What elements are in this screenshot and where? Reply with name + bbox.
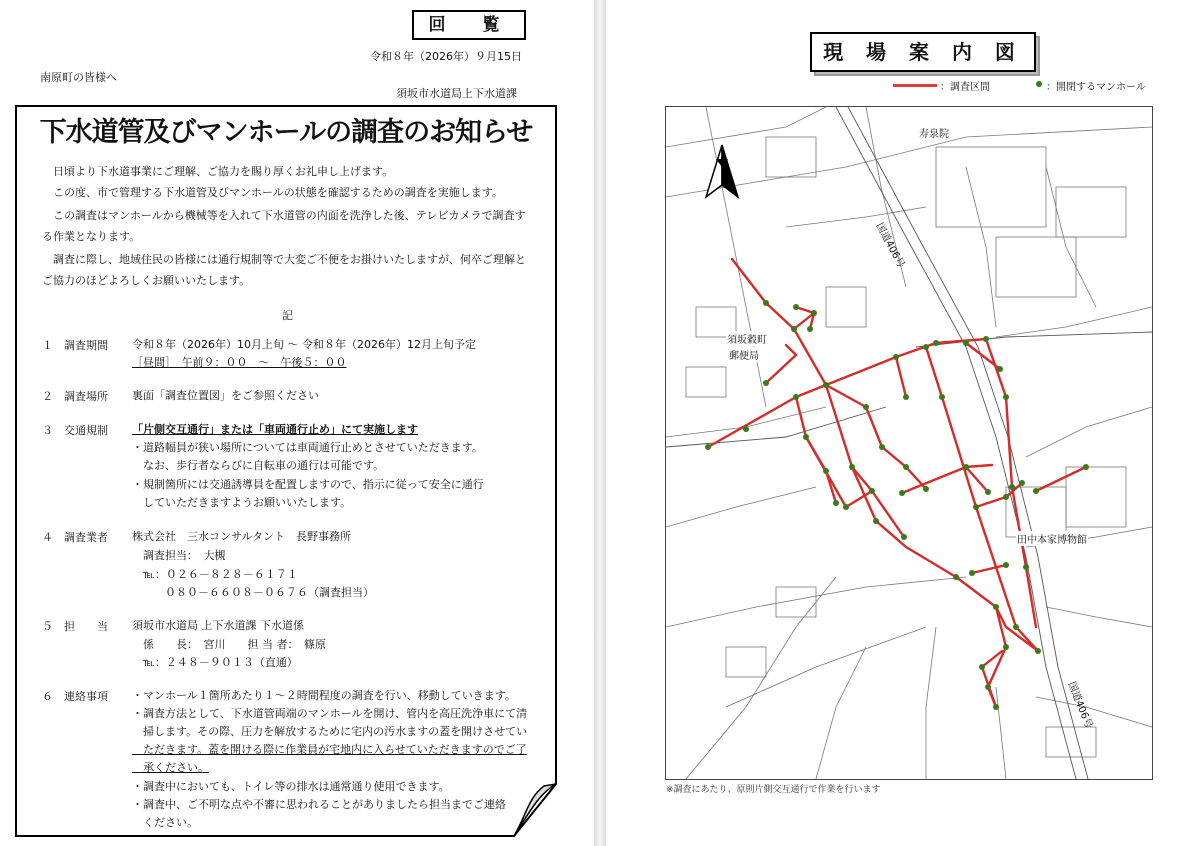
intro-line-4: る作業となります。 [42, 230, 141, 243]
item-label: 調査業者 [64, 531, 108, 544]
item-line: していただきますようお願いいたします。 [132, 496, 352, 509]
label-post-office-1: 須坂穀町 [726, 331, 768, 346]
item-line: 裏面「調査位置図」をご参照ください [132, 389, 319, 402]
label-jusenin: 寿泉院 [918, 125, 950, 140]
item-line: ください。 [132, 816, 198, 829]
item-line: 承ください。 [132, 761, 209, 774]
intro-line-5: 調査に際し、地域住民の皆様には通行規制等で大変ご不便をお掛けいたしますが、何卒ご理解と [53, 253, 526, 266]
notice-title: 下水道管及びマンホールの調査のお知らせ [39, 117, 533, 148]
item-line: ・道路幅員が狭い場所については車両通行止めとさせていただきます。 [132, 441, 483, 454]
item-number: ３ [42, 424, 53, 437]
item-line: ℡：２４８－９０１３（直通） [132, 656, 298, 669]
circulation-label: 回 覧 [412, 10, 526, 40]
legend-route-swatch [893, 84, 937, 87]
label-route-bottom: 国道406号 [1065, 680, 1094, 731]
label-route-top: 国道406号 [873, 221, 907, 270]
item-line: なお、歩行者ならびに自転車の通行は可能です。 [132, 459, 385, 472]
item-line: 「片側交互通行」または「車両通行止め」にて実施します [132, 423, 418, 436]
item-label: 交通規制 [64, 424, 108, 437]
item-line: ・調査中、ご不明な点や不審に思われることがありましたら担当までご連絡 [132, 798, 506, 811]
item-number: ４ [42, 531, 53, 544]
legend-manhole-swatch [1036, 81, 1042, 87]
item-line: 株式会社 三水コンサルタント 長野事務所 [132, 530, 352, 543]
item-line: ・調査中においても、トイレ等の排水は通常通り使用できます。 [132, 780, 450, 793]
item-line: ℡：０２６－８２８－６１７１ [132, 568, 298, 581]
item-label: 調査期間 [64, 339, 108, 352]
ki-marker: 記 [282, 309, 293, 322]
item-line: 掃します。その際、圧力を解放するために宅内の汚水ますの蓋を開けさせてい [132, 725, 528, 738]
item-line: ０８０－６６０８－０６７６（調査担当） [132, 586, 374, 599]
intro-line-3: この調査はマンホールから機械等を入れて下水道管の内面を洗浄した後、テレビカメラで調査す [53, 209, 526, 222]
site-map [665, 106, 1153, 780]
item-line: ・調査方法として、下水道管両端のマンホールを開け、管内を高圧洗浄車にて清 [132, 707, 528, 720]
item-label: 担 当 [64, 620, 108, 633]
item-line: 令和８年（2026年）10月上旬 ～ 令和８年（2026年）12月上旬予定 [132, 338, 476, 351]
notice-date: 令和８年（2026年）９月15日 [370, 50, 522, 63]
item-line: 須坂市水道局 上下水道課 下水道係 [132, 619, 304, 632]
item-label: 連絡事項 [64, 690, 108, 703]
item-line: ［昼間］ 午前９：００ ～ 午後５：００ [132, 356, 347, 369]
item-number: ５ [42, 620, 53, 633]
sender: 須坂市水道局上下水道課 [396, 87, 517, 100]
item-number: ２ [42, 390, 53, 403]
map-title: 現 場 案 内 図 [810, 32, 1036, 72]
item-line: 係 長： 宮川 担 当 者： 篠原 [132, 638, 326, 651]
item-line: ・マンホール１箇所あたり１～２時間程度の調査を行い、移動していきます。 [132, 689, 516, 702]
intro-line-1: 日頃より下水道事業にご理解、ご協力を賜り厚くお礼申し上げます。 [53, 165, 394, 178]
label-museum: 田中本家博物館 [1016, 531, 1088, 546]
legend-route-label: ：調査区間 [940, 82, 990, 93]
item-line: ただきます。蓋を開ける際に作業員が宅地内に入らせていただきますのでご了 [132, 743, 527, 756]
item-line: ・規制箇所には交通誘導員を配置しますので、指示に従って安全に通行 [132, 478, 484, 491]
item-number: １ [42, 339, 53, 352]
page-gutter [594, 0, 606, 846]
intro-line-2: この度、市で管理する下水道管及びマンホールの状態を確認するための調査を実施します。 [53, 186, 503, 199]
item-label: 調査場所 [64, 390, 108, 403]
recipient: 南原町の皆様へ [40, 71, 117, 84]
map-page [606, 0, 1198, 846]
notice-page [0, 0, 594, 846]
item-line: 調査担当： 大槻 [132, 549, 226, 562]
map-footnote: ※調査にあたり、原則片側交互通行で作業を行います [666, 785, 881, 795]
legend-manhole-label: ：開閉するマンホール [1046, 82, 1146, 93]
intro-line-6: ご協力のほどよろしくお願いいたします。 [42, 274, 251, 287]
item-number: ６ [42, 690, 53, 703]
label-post-office-2: 郵便局 [728, 347, 760, 362]
